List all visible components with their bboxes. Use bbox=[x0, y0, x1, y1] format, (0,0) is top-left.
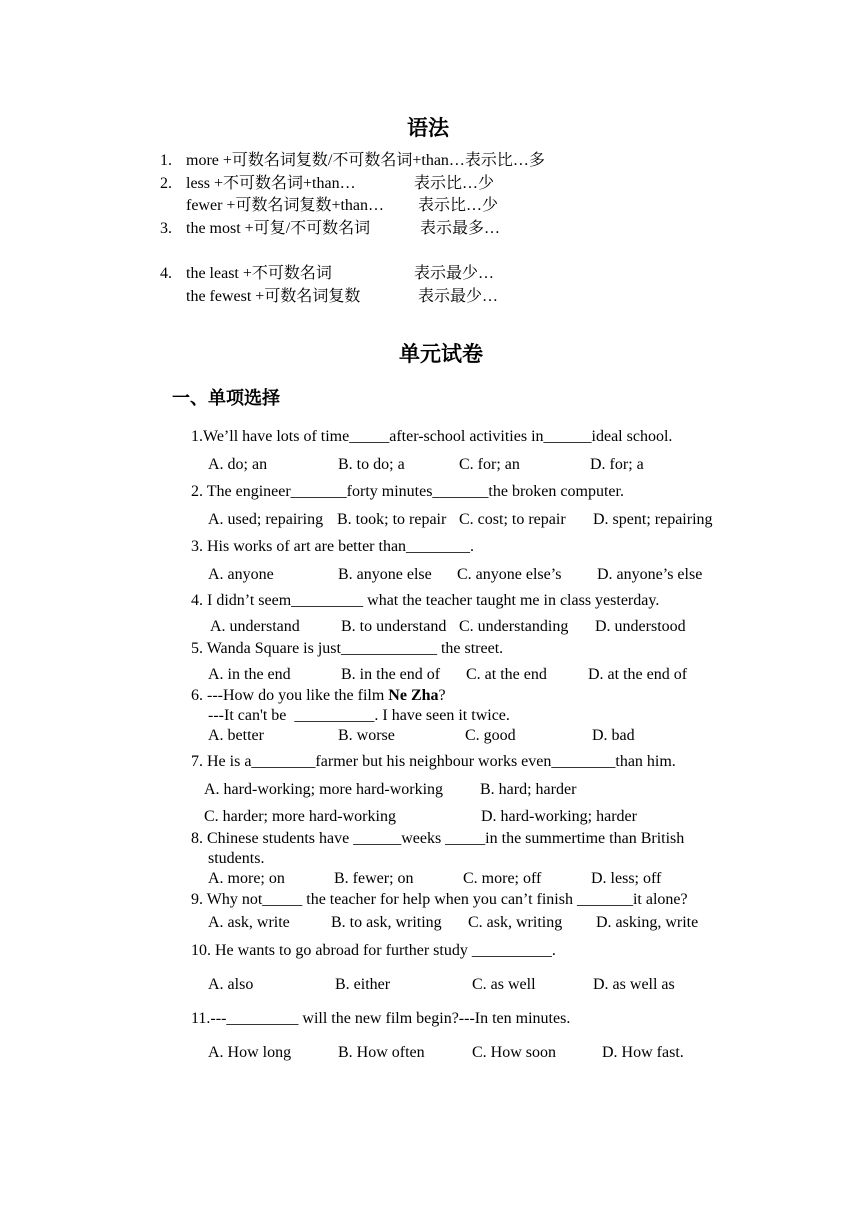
section-heading: 一、单项选择 bbox=[172, 388, 280, 408]
question-stem-part: 6. ---How do you like the film bbox=[191, 687, 389, 704]
option: B. took; to repair bbox=[337, 511, 447, 528]
option: B. fewer; on bbox=[334, 870, 414, 887]
option: D. at the end of bbox=[588, 666, 688, 683]
grammar-item-text: the most +可复/不可数名词 bbox=[186, 220, 371, 237]
option: B. anyone else bbox=[338, 566, 432, 583]
grammar-item-text: fewer +可数名词复数+than… bbox=[186, 197, 385, 214]
film-title: Ne Zha bbox=[388, 687, 439, 704]
grammar-item-text: the fewest +可数名词复数 bbox=[186, 288, 361, 305]
option: D. How fast. bbox=[602, 1044, 684, 1061]
option: B. in the end of bbox=[341, 666, 441, 683]
question-stem-line2: students. bbox=[208, 850, 265, 867]
option: C. How soon bbox=[472, 1044, 557, 1061]
option: A. How long bbox=[208, 1044, 292, 1061]
grammar-item-text: more +可数名词复数/不可数名词+than…表示比…多 bbox=[186, 152, 545, 169]
grammar-item-text: the least +不可数名词 bbox=[186, 265, 332, 282]
option: D. for; a bbox=[590, 456, 644, 473]
option: B. to do; a bbox=[338, 456, 405, 473]
question-stem-part: ? bbox=[438, 687, 446, 704]
option: A. used; repairing bbox=[208, 511, 324, 528]
option: B. worse bbox=[338, 727, 395, 744]
option: C. ask, writing bbox=[468, 914, 563, 931]
question-stem: 2. The engineer_______forty minutes_______the broken computer. bbox=[191, 483, 624, 500]
option: D. hard-working; harder bbox=[481, 808, 637, 825]
question-stem: 4. I didn’t seem_________ what the teacher taught me in class yesterday. bbox=[191, 592, 660, 609]
option: D. as well as bbox=[593, 976, 675, 993]
option: C. anyone else’s bbox=[457, 566, 562, 583]
option: A. also bbox=[208, 976, 254, 993]
option: C. at the end bbox=[466, 666, 547, 683]
option: D. anyone’s else bbox=[597, 566, 703, 583]
option: C. for; an bbox=[459, 456, 520, 473]
option: D. understood bbox=[595, 618, 686, 635]
test-title: 单元试卷 bbox=[399, 342, 483, 366]
grammar-item-meaning: 表示最多… bbox=[420, 220, 501, 237]
option: C. harder; more hard-working bbox=[204, 808, 396, 825]
question-stem-line2: ---It can't be __________. I have seen it twice. bbox=[208, 707, 510, 724]
question-stem: 10. He wants to go abroad for further study __________. bbox=[191, 942, 556, 959]
option: C. cost; to repair bbox=[459, 511, 566, 528]
option: D. bad bbox=[592, 727, 635, 744]
option: D. asking, write bbox=[596, 914, 699, 931]
option: D. spent; repairing bbox=[593, 511, 713, 528]
option: B. either bbox=[335, 976, 391, 993]
grammar-item-number: 2. bbox=[160, 175, 172, 192]
option: A. better bbox=[208, 727, 264, 744]
grammar-item-number: 3. bbox=[160, 220, 172, 237]
option: C. more; off bbox=[463, 870, 542, 887]
grammar-item-meaning: 表示比…少 bbox=[418, 197, 499, 214]
option: A. do; an bbox=[208, 456, 268, 473]
option: B. hard; harder bbox=[480, 781, 577, 798]
question-stem: 8. Chinese students have ______weeks _____in the summertime than British bbox=[191, 830, 685, 847]
question-stem: 11.---_________ will the new film begin?---In ten minutes. bbox=[191, 1010, 571, 1027]
option: B. How often bbox=[338, 1044, 425, 1061]
option: A. understand bbox=[210, 618, 300, 635]
grammar-item-meaning: 表示最少… bbox=[418, 288, 499, 305]
question-stem: 1.We’ll have lots of time_____after-school activities in______ideal school. bbox=[191, 428, 673, 445]
option: D. less; off bbox=[591, 870, 662, 887]
option: A. anyone bbox=[208, 566, 274, 583]
option: A. more; on bbox=[208, 870, 285, 887]
grammar-item-meaning: 表示最少… bbox=[414, 265, 495, 282]
grammar-item-number: 4. bbox=[160, 265, 172, 282]
option: A. hard-working; more hard-working bbox=[204, 781, 444, 798]
option: A. ask, write bbox=[208, 914, 290, 931]
grammar-item-meaning: 表示比…少 bbox=[414, 175, 495, 192]
option: C. understanding bbox=[459, 618, 569, 635]
question-stem: 9. Why not_____ the teacher for help when you can’t finish _______it alone? bbox=[191, 891, 688, 908]
option: A. in the end bbox=[208, 666, 291, 683]
grammar-title: 语法 bbox=[407, 116, 449, 140]
option: C. as well bbox=[472, 976, 536, 993]
question-stem: 3. His works of art are better than________. bbox=[191, 538, 475, 555]
grammar-item-number: 1. bbox=[160, 152, 172, 169]
question-stem: 7. He is a________farmer but his neighbour works even________than him. bbox=[191, 753, 676, 770]
option: B. to ask, writing bbox=[331, 914, 442, 931]
grammar-item-text: less +不可数名词+than… bbox=[186, 175, 356, 192]
option: C. good bbox=[465, 727, 516, 744]
option: B. to understand bbox=[341, 618, 447, 635]
question-stem: 5. Wanda Square is just____________ the street. bbox=[191, 640, 504, 657]
question-stem bbox=[191, 686, 446, 706]
